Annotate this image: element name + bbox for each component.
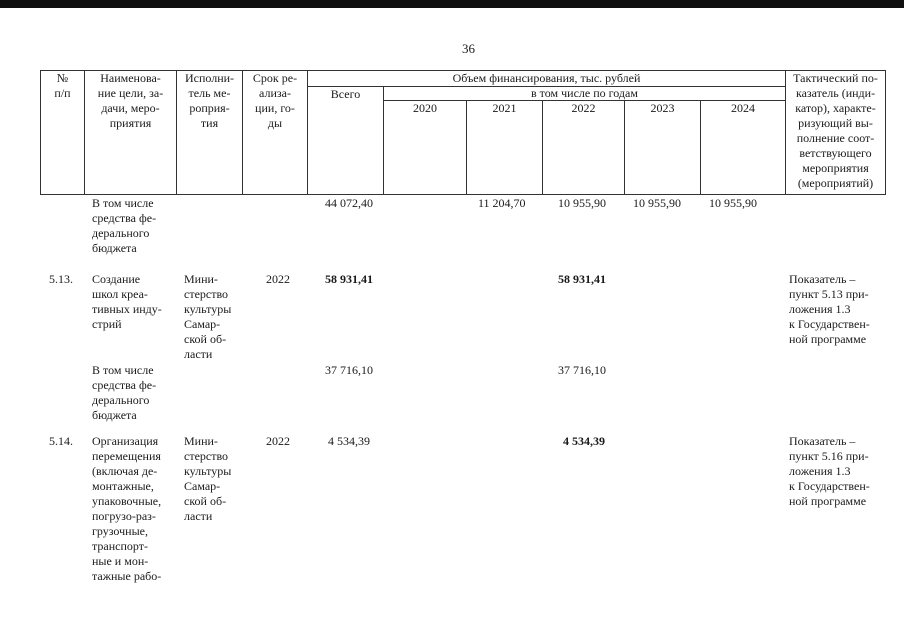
row-indicator: Показатель – пункт 5.13 при- ложения 1.3 к Государствен- ной программе — [789, 272, 870, 346]
header-total: Всего — [330, 87, 361, 101]
header-indicator: Тактический по- казатель (инди- катор), характе- ризующий вы- полнение соот- ветствующего мероприятия (мероприятий) — [793, 71, 878, 190]
row-name: Создание школ креа- тивных инду- стрий — [92, 272, 162, 331]
row-total: 58 931,41 — [325, 272, 373, 286]
header-executor: Исполни- тель ме- роприя- тия — [184, 71, 235, 130]
row-2022: 37 716,10 — [558, 363, 606, 377]
col-border-right — [885, 70, 886, 195]
row-indicator: Показатель – пункт 5.16 при- ложения 1.3 к Государствен- ной программе — [789, 434, 870, 508]
row-2021: 11 204,70 — [478, 196, 526, 210]
row-2024: 10 955,90 — [709, 196, 757, 210]
row-num: 5.13. — [49, 272, 73, 286]
row-total: 44 072,40 — [325, 196, 373, 210]
header-term: Срок ре- ализа- ции, го- ды — [252, 71, 298, 130]
page-number: 36 — [462, 41, 475, 56]
row-term: 2022 — [266, 434, 290, 448]
row-executor: Мини- стерство культуры Самар- ской об- ласти — [184, 272, 232, 361]
row-2022: 10 955,90 — [558, 196, 606, 210]
scan-top-edge — [0, 0, 904, 8]
row-term: 2022 — [266, 272, 290, 286]
header-by-years: в том числе по годам — [531, 86, 638, 100]
header-year-2022: 2022 — [571, 101, 596, 115]
row-total: 4 534,39 — [328, 434, 370, 448]
header-bottom-border — [40, 194, 886, 195]
header-num: № п/п — [54, 71, 71, 100]
row-name: В том числе средства фе- дерального бюджета — [92, 196, 157, 255]
header-year-2023: 2023 — [650, 101, 675, 115]
row-2022: 58 931,41 — [558, 272, 606, 286]
header-year-2021: 2021 — [492, 101, 517, 115]
row-num: 5.14. — [49, 434, 73, 448]
header-year-2020: 2020 — [413, 101, 437, 115]
header-financing: Объем финансирования, тыс. рублей — [452, 71, 641, 85]
header-name: Наименова- ние цели, за- дачи, меро- приятия — [97, 71, 164, 130]
header-year-2024: 2024 — [731, 101, 755, 115]
row-total: 37 716,10 — [325, 363, 373, 377]
row-name: Организация перемещения (включая де- монтажные, упаковочные, погрузо-раз- грузочные, транспорт- ные и мон- тажные рабо- — [92, 434, 162, 583]
row-2023: 10 955,90 — [633, 196, 681, 210]
row-2022: 4 534,39 — [563, 434, 605, 448]
row-executor: Мини- стерство культуры Самар- ской об- ласти — [184, 434, 232, 523]
row-name: В том числе средства фе- дерального бюджета — [92, 363, 157, 422]
